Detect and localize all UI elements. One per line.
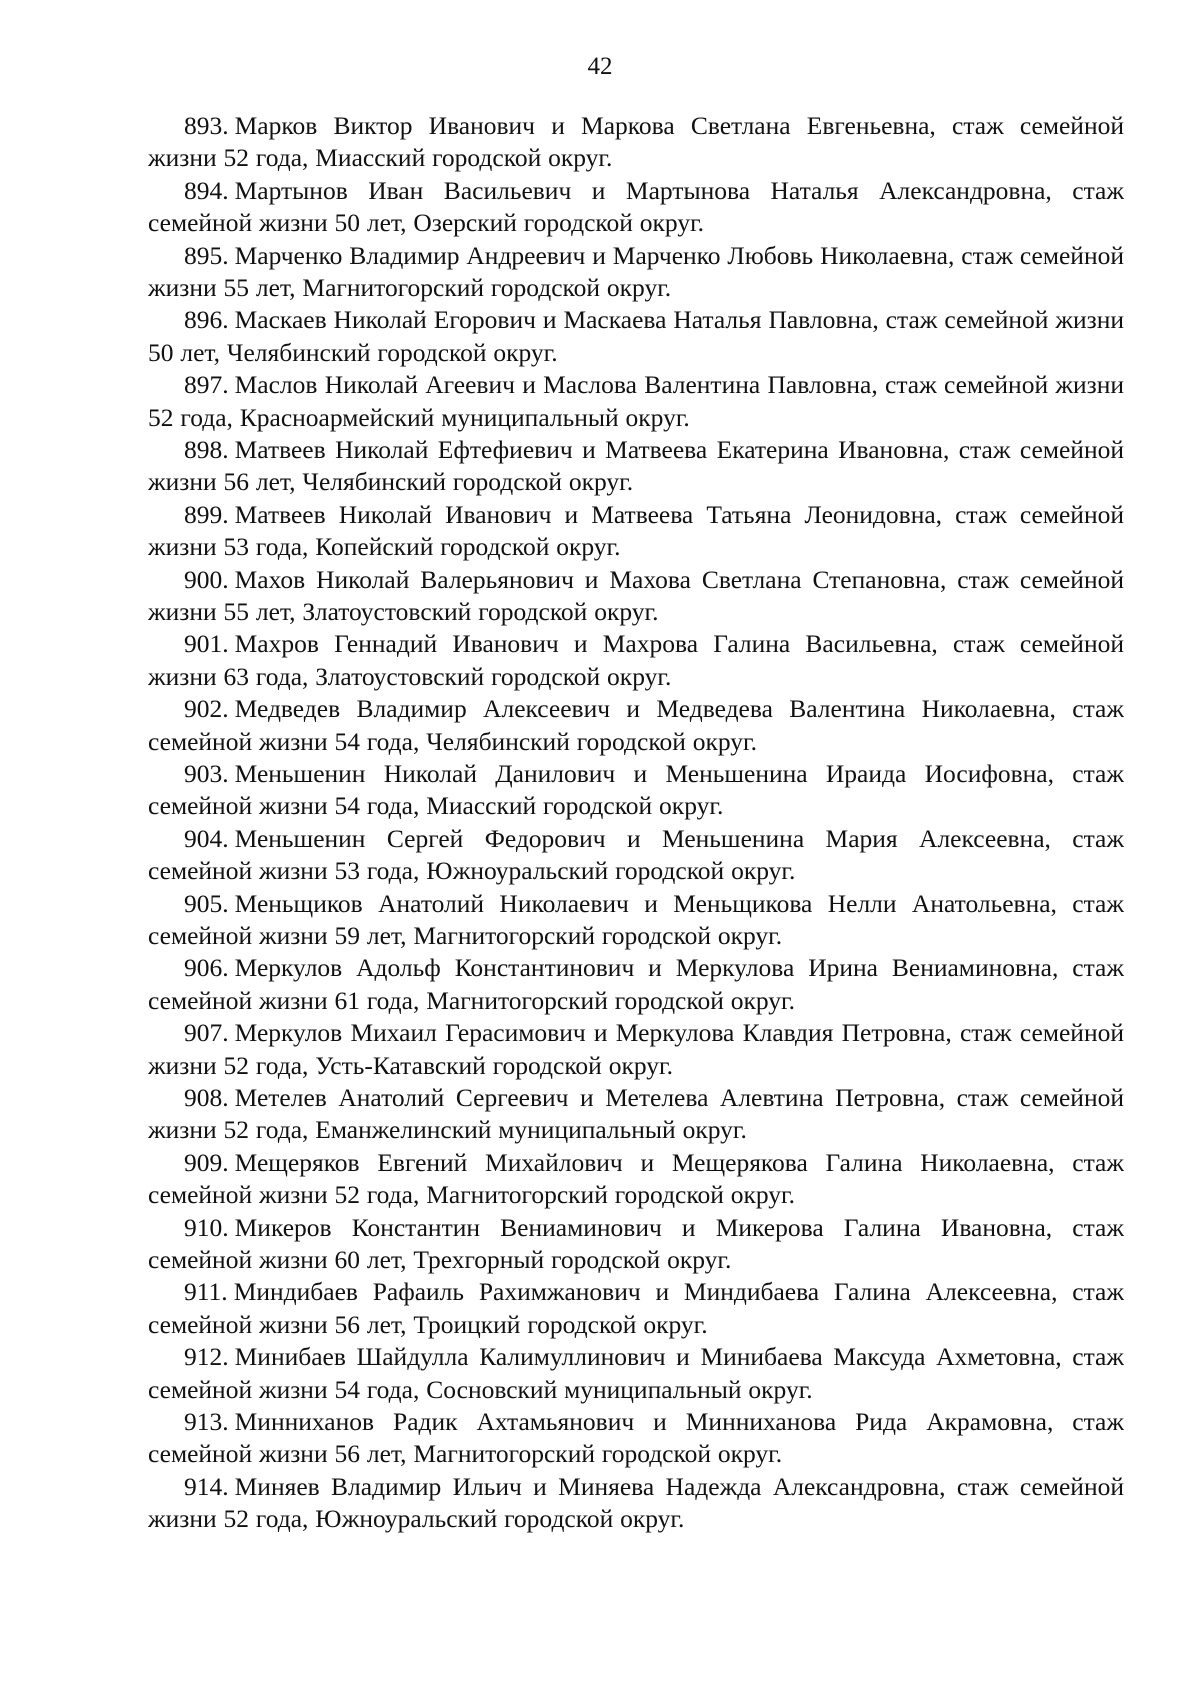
- entry-text: Медведев Владимир Алексеевич и Медведева Валентина Николаевна, стаж семейной жизни 54 года, Челябинский городской округ.: [148, 694, 1124, 756]
- entry-number: 896.: [184, 305, 229, 335]
- list-item: [148, 1212, 1124, 1277]
- entry-text: Марченко Владимир Андреевич и Марченко Любовь Николаевна, стаж семейной жизни 55 лет, Магнитогорский городской округ.: [148, 240, 1124, 302]
- entry-text: Мартынов Иван Васильевич и Мартынова Наталья Александровна, стаж семейной жизни 50 лет, Озерский городской округ.: [148, 175, 1124, 238]
- entry-number: 901.: [184, 629, 229, 659]
- entry-number: 912.: [184, 1342, 229, 1372]
- list-item: [148, 758, 1124, 823]
- list-item: [148, 1406, 1124, 1471]
- list-item: [148, 952, 1124, 1017]
- entry-number: 910.: [184, 1212, 229, 1242]
- list-item: [148, 823, 1124, 888]
- entry-text: Миндибаев Рафаиль Рахимжанович и Миндибаева Галина Алексеевна, стаж семейной жизни 56 лет, Троицкий городской округ.: [148, 1277, 1124, 1339]
- entry-number: 899.: [184, 499, 229, 529]
- entry-text: Меньшенин Николай Данилович и Меньшенина Ираида Иосифовна, стаж семейной жизни 54 года, Миасский городской округ.: [148, 758, 1124, 821]
- entry-number: 913.: [184, 1406, 229, 1436]
- entry-text: Матвеев Николай Иванович и Матвеева Татьяна Леонидовна, стаж семейной жизни 53 года, Копейский городской округ.: [148, 499, 1124, 562]
- list-item: [148, 240, 1124, 305]
- entry-text: Матвеев Николай Ефтефиевич и Матвеева Екатерина Ивановна, стаж семейной жизни 56 лет, Челябинский городской округ.: [148, 434, 1124, 497]
- list-item: [148, 434, 1124, 499]
- entry-text: Микеров Константин Вениаминович и Микерова Галина Ивановна, стаж семейной жизни 60 лет, Трехгорный городской округ.: [148, 1212, 1124, 1274]
- list-item: [148, 693, 1124, 758]
- list-item: [148, 564, 1124, 629]
- entry-number: 902.: [184, 694, 229, 724]
- entry-number: 914.: [184, 1471, 229, 1501]
- list-item: [148, 369, 1124, 434]
- entry-text: Меньщиков Анатолий Николаевич и Меньщикова Нелли Анатольевна, стаж семейной жизни 59 лет, Магнитогорский городской округ.: [148, 888, 1124, 950]
- entry-text: Минниханов Радик Ахтамьянович и Минниханова Рида Акрамовна, стаж семейной жизни 56 лет, Магнитогорский городской округ.: [148, 1406, 1124, 1469]
- list-item: [148, 1082, 1124, 1147]
- entry-number: 898.: [184, 434, 229, 464]
- page-number: 42: [587, 53, 613, 80]
- entry-text: Метелев Анатолий Сергеевич и Метелева Алевтина Петровна, стаж семейной жизни 52 года, Еманжелинский муниципальный округ.: [148, 1082, 1124, 1145]
- entry-number: 903.: [184, 758, 229, 788]
- list-item: [148, 1276, 1124, 1341]
- entry-text: Марков Виктор Иванович и Маркова Светлана Евгеньевна, стаж семейной жизни 52 года, Миасский городской округ.: [148, 111, 1124, 173]
- entry-number: 895.: [184, 240, 229, 270]
- entry-number: 900.: [184, 564, 229, 594]
- list-item: [148, 1341, 1124, 1406]
- entry-number: 907.: [184, 1018, 229, 1048]
- entry-number: 905.: [184, 888, 229, 918]
- entry-text: Минибаев Шайдулла Калимуллинович и Минибаева Максуда Ахметовна, стаж семейной жизни 54 года, Сосновский муниципальный округ.: [148, 1342, 1124, 1404]
- entry-number: 911.: [184, 1277, 228, 1307]
- list-item: [148, 628, 1124, 693]
- list-item: [148, 888, 1124, 953]
- list-item: [148, 110, 1124, 175]
- list-item: [148, 1471, 1124, 1536]
- list-item: [148, 175, 1124, 240]
- entry-text: Маскаев Николай Егорович и Маскаева Наталья Павловна, стаж семейной жизни 50 лет, Челябинский городской округ.: [148, 305, 1124, 367]
- entry-text: Махров Геннадий Иванович и Махрова Галина Васильевна, стаж семейной жизни 63 года, Златоустовский городской округ.: [148, 629, 1124, 691]
- entry-list: [148, 110, 1124, 1536]
- entry-number: 897.: [184, 370, 229, 400]
- entry-text: Маслов Николай Агеевич и Маслова Валентина Павловна, стаж семейной жизни 52 года, Красноармейский муниципальный округ.: [148, 370, 1124, 432]
- list-item: [148, 499, 1124, 564]
- list-item: [148, 304, 1124, 369]
- list-item: [148, 1017, 1124, 1082]
- entry-text: Махов Николай Валерьянович и Махова Светлана Степановна, стаж семейной жизни 55 лет, Златоустовский городской округ.: [148, 564, 1124, 626]
- entry-text: Миняев Владимир Ильич и Миняева Надежда Александровна, стаж семейной жизни 52 года, Южноуральский городской округ.: [148, 1471, 1124, 1534]
- entry-text: Меркулов Михаил Герасимович и Меркулова Клавдия Петровна, стаж семейной жизни 52 года, Усть-Катавский городской округ.: [148, 1018, 1124, 1080]
- entry-number: 909.: [184, 1147, 229, 1177]
- entry-number: 908.: [184, 1082, 229, 1112]
- entry-number: 893.: [184, 111, 229, 140]
- entry-number: 904.: [184, 823, 229, 853]
- entry-text: Меньшенин Сергей Федорович и Меньшенина Мария Алексеевна, стаж семейной жизни 53 года, Южноуральский городской округ.: [148, 823, 1124, 886]
- list-item: [148, 1147, 1124, 1212]
- entry-text: Меркулов Адольф Константинович и Меркулова Ирина Вениаминовна, стаж семейной жизни 61 года, Магнитогорский городской округ.: [148, 953, 1124, 1015]
- entry-number: 906.: [184, 953, 229, 983]
- entry-number: 894.: [184, 175, 229, 205]
- entry-text: Мещеряков Евгений Михайлович и Мещерякова Галина Николаевна, стаж семейной жизни 52 года, Магнитогорский городской округ.: [148, 1147, 1124, 1210]
